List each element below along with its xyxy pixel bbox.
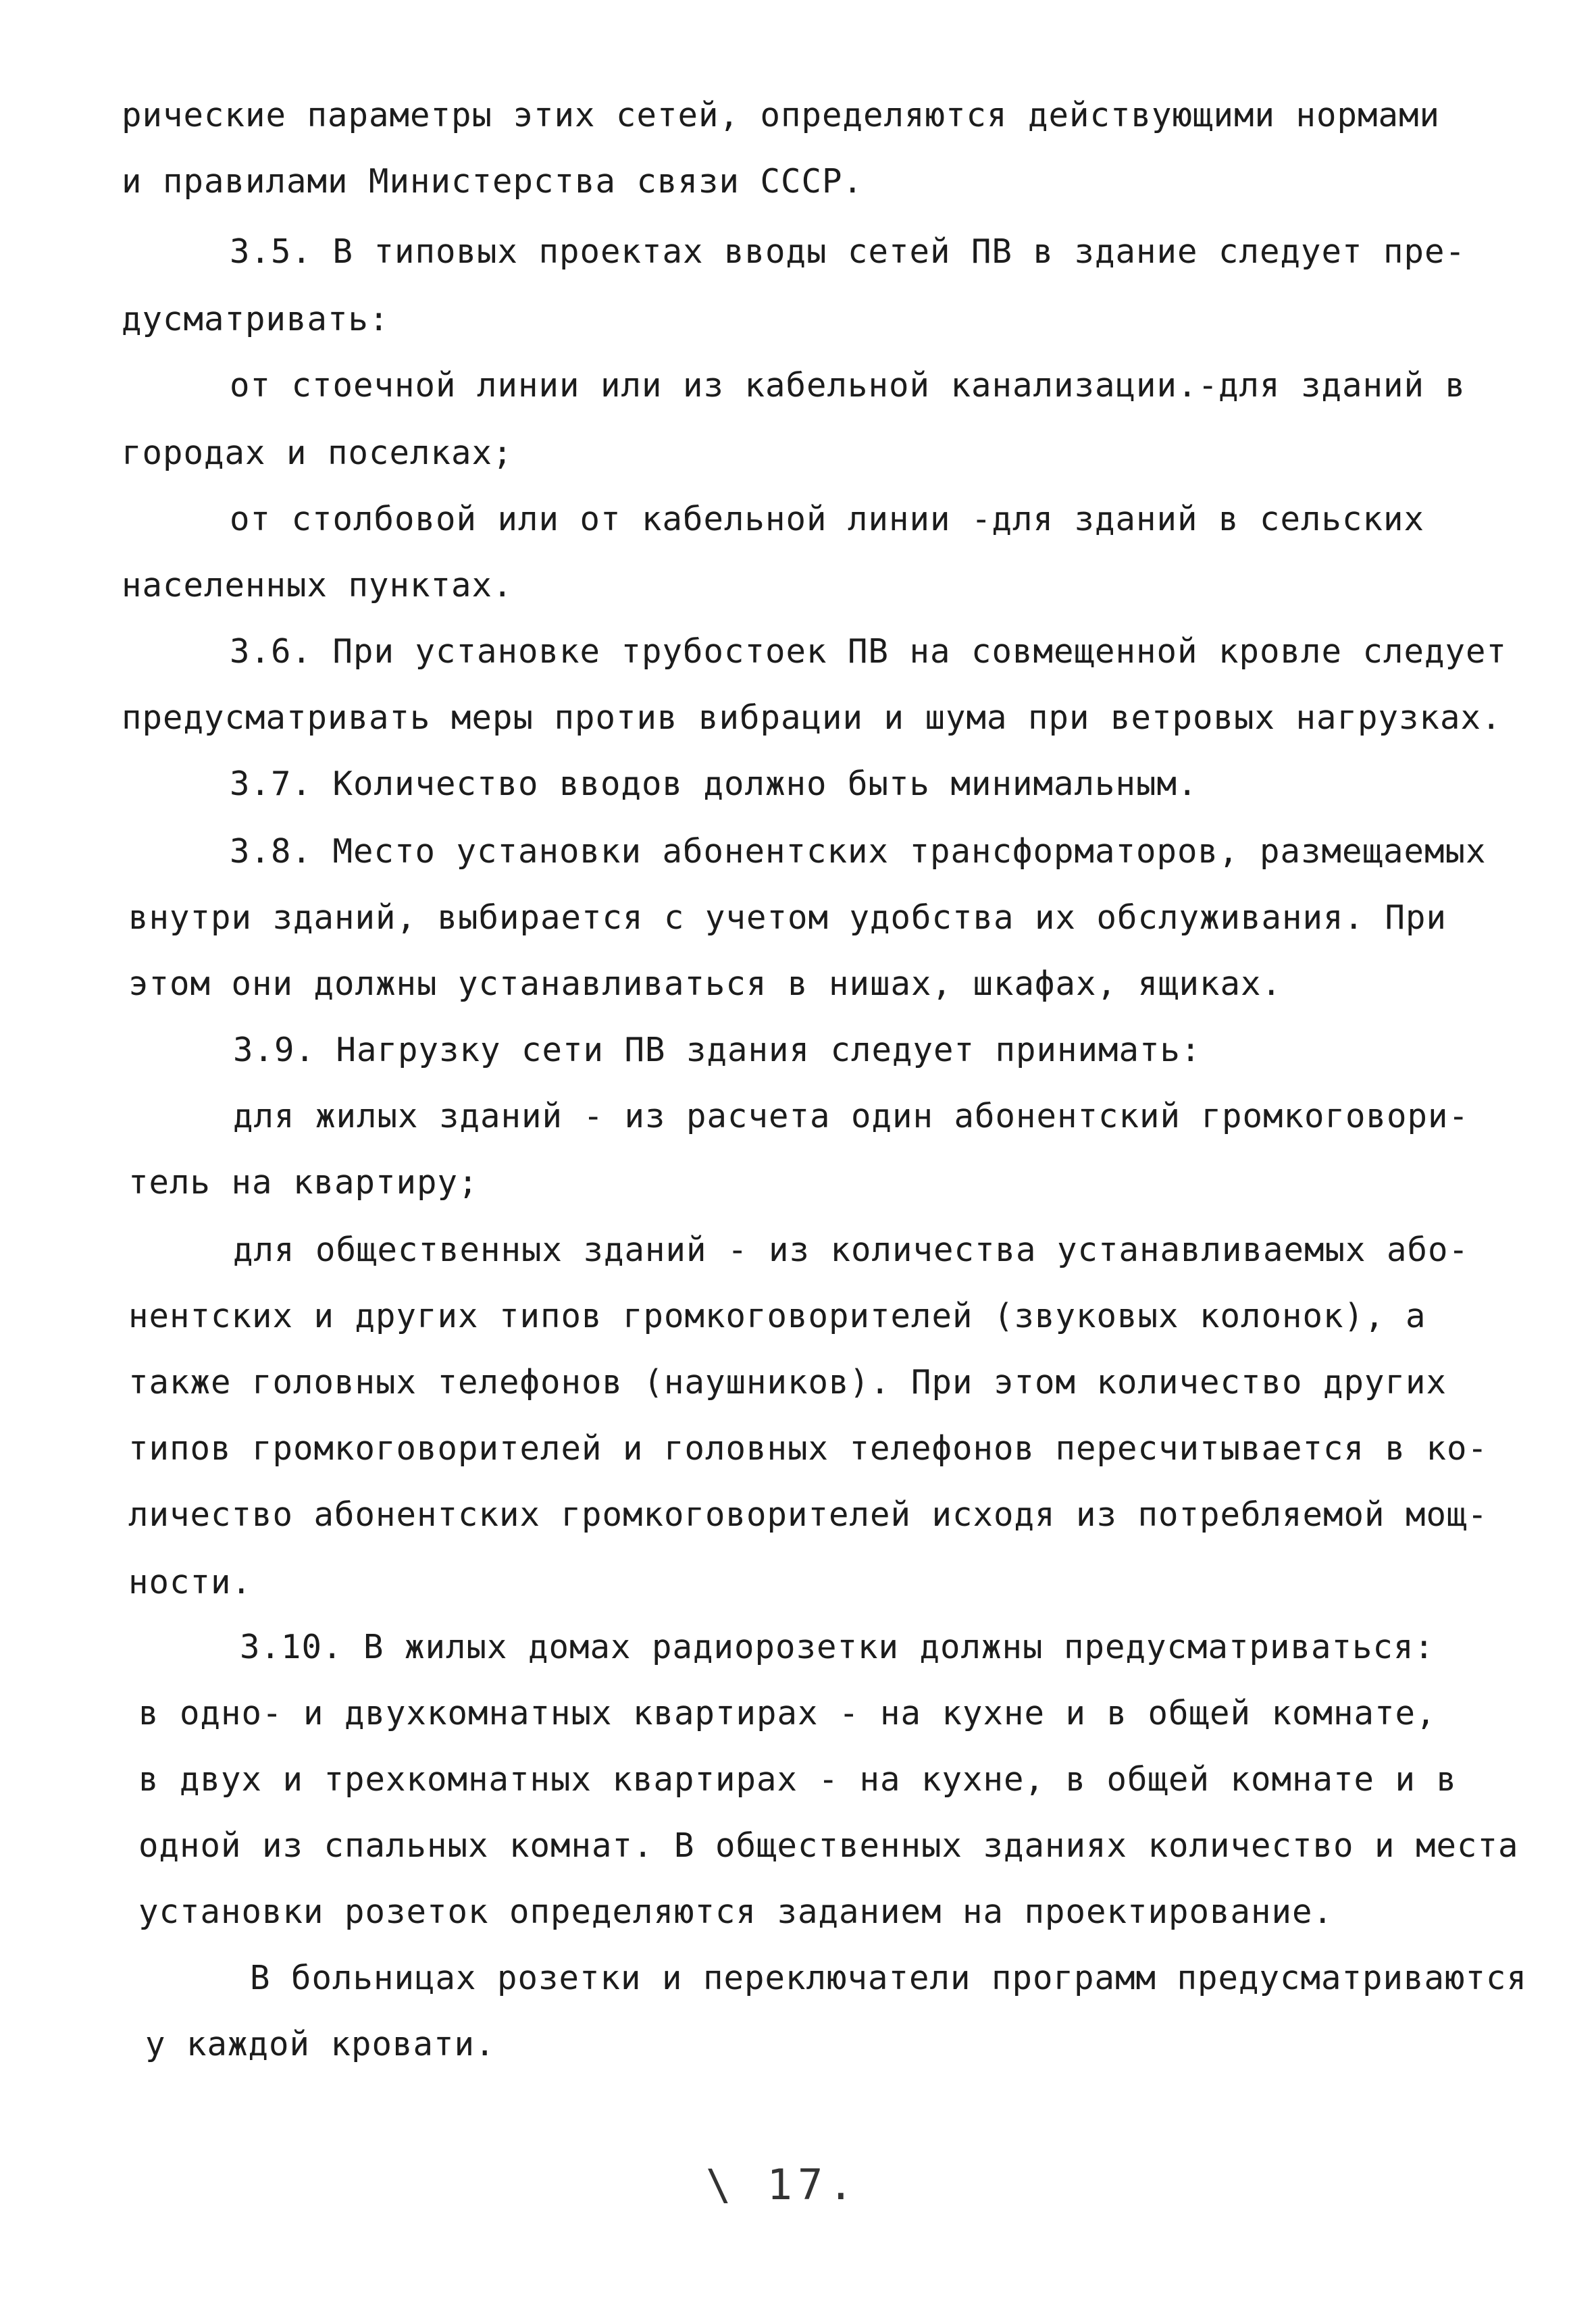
text-line: у каждой кровати. bbox=[145, 2025, 496, 2063]
text-line: для жилых зданий - из расчета один абонентский громкоговори- bbox=[233, 1097, 1470, 1135]
text-line: 3.5. В типовых проектах вводы сетей ПВ в здание следует пре- bbox=[230, 232, 1466, 271]
text-line: городах и поселках; bbox=[122, 434, 513, 472]
text-line: 3.7. Количество вводов должно быть минимальным. bbox=[230, 765, 1198, 803]
text-line: 3.6. При установке трубостоек ПВ на совмещенной кровле следует bbox=[230, 632, 1508, 671]
text-line: рические параметры этих сетей, определяются действующими нормами bbox=[122, 96, 1441, 134]
text-line: этом они должны устанавливаться в нишах, шкафах, ящиках. bbox=[128, 965, 1283, 1003]
text-line: в одно- и двухкомнатных квартирах - на кухне и в общей комнате, bbox=[138, 1694, 1437, 1732]
text-line: тель на квартиру; bbox=[128, 1163, 479, 1202]
text-line: одной из спальных комнат. В общественных зданиях количество и места bbox=[138, 1826, 1519, 1865]
text-line: населенных пунктах. bbox=[122, 566, 513, 605]
text-line: нентских и других типов громкоговорителей (звуковых колонок), а bbox=[128, 1297, 1426, 1335]
text-line: установки розеток определяются заданием на проектирование. bbox=[138, 1893, 1334, 1931]
page-number: \ 17. bbox=[706, 2160, 859, 2209]
text-line: от столбовой или от кабельной линии -для зданий в сельских bbox=[230, 500, 1425, 538]
text-line: от стоечной линии или из кабельной канализации.-для зданий в bbox=[230, 366, 1466, 405]
text-line: типов громкоговорителей и головных телефонов пересчитывается в ко- bbox=[128, 1429, 1489, 1468]
text-line: предусматривать меры против вибрации и шума при ветровых нагрузках. bbox=[122, 698, 1502, 737]
text-line: и правилами Министерства связи СССР. bbox=[122, 162, 864, 201]
text-line: 3.10. В жилых домах радиорозетки должны предусматриваться: bbox=[240, 1628, 1435, 1666]
text-line: для общественных зданий - из количества устанавливаемых або- bbox=[233, 1231, 1470, 1269]
text-line: также головных телефонов (наушников). При этом количество других bbox=[128, 1363, 1447, 1402]
text-line: личество абонентских громкоговорителей исходя из потребляемой мощ- bbox=[128, 1495, 1489, 1534]
text-line: ности. bbox=[128, 1563, 253, 1601]
text-line: дусматривать: bbox=[122, 300, 390, 338]
text-line: 3.9. Нагрузку сети ПВ здания следует принимать: bbox=[233, 1031, 1202, 1069]
text-line: внутри зданий, выбирается с учетом удобства их обслуживания. При bbox=[128, 898, 1447, 937]
text-line: В больницах розетки и переключатели программ предусматриваются bbox=[250, 1959, 1528, 1997]
text-line: в двух и трехкомнатных квартирах - на кухне, в общей комнате и в bbox=[138, 1760, 1458, 1799]
text-line: 3.8. Место установки абонентских трансформаторов, размещаемых bbox=[230, 832, 1487, 871]
